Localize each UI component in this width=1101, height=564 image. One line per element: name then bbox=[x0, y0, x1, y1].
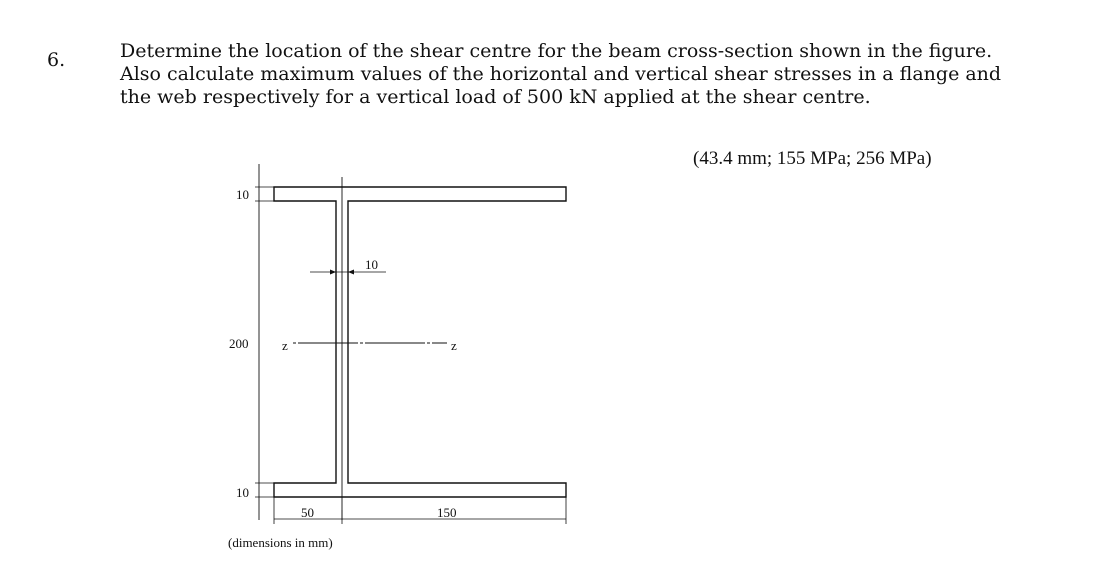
dim-bottom-flange-thickness: 10 bbox=[236, 485, 249, 500]
z-axis-label-left: z bbox=[282, 338, 288, 353]
question-line-2: Also calculate maximum values of the horizontal and vertical shear stresses in a flange and bbox=[120, 63, 1002, 85]
section-outline bbox=[274, 187, 566, 497]
question-number: 6. bbox=[47, 49, 66, 71]
dim-right-flange-width: 150 bbox=[437, 505, 457, 520]
z-axis-label-right: z bbox=[451, 338, 457, 353]
dim-web-thickness: 10 bbox=[365, 257, 378, 272]
question-line-1: Determine the location of the shear centre for the beam cross-section shown in the figure. bbox=[120, 40, 993, 62]
figure-caption: (dimensions in mm) bbox=[228, 535, 333, 550]
question-line-3: the web respectively for a vertical load of 500 kN applied at the shear centre. bbox=[120, 86, 871, 108]
answer-text: (43.4 mm; 155 MPa; 256 MPa) bbox=[693, 148, 932, 169]
dim-web-height: 200 bbox=[229, 336, 249, 351]
dim-top-flange-thickness: 10 bbox=[236, 187, 249, 202]
dim-left-flange-width: 50 bbox=[301, 505, 314, 520]
